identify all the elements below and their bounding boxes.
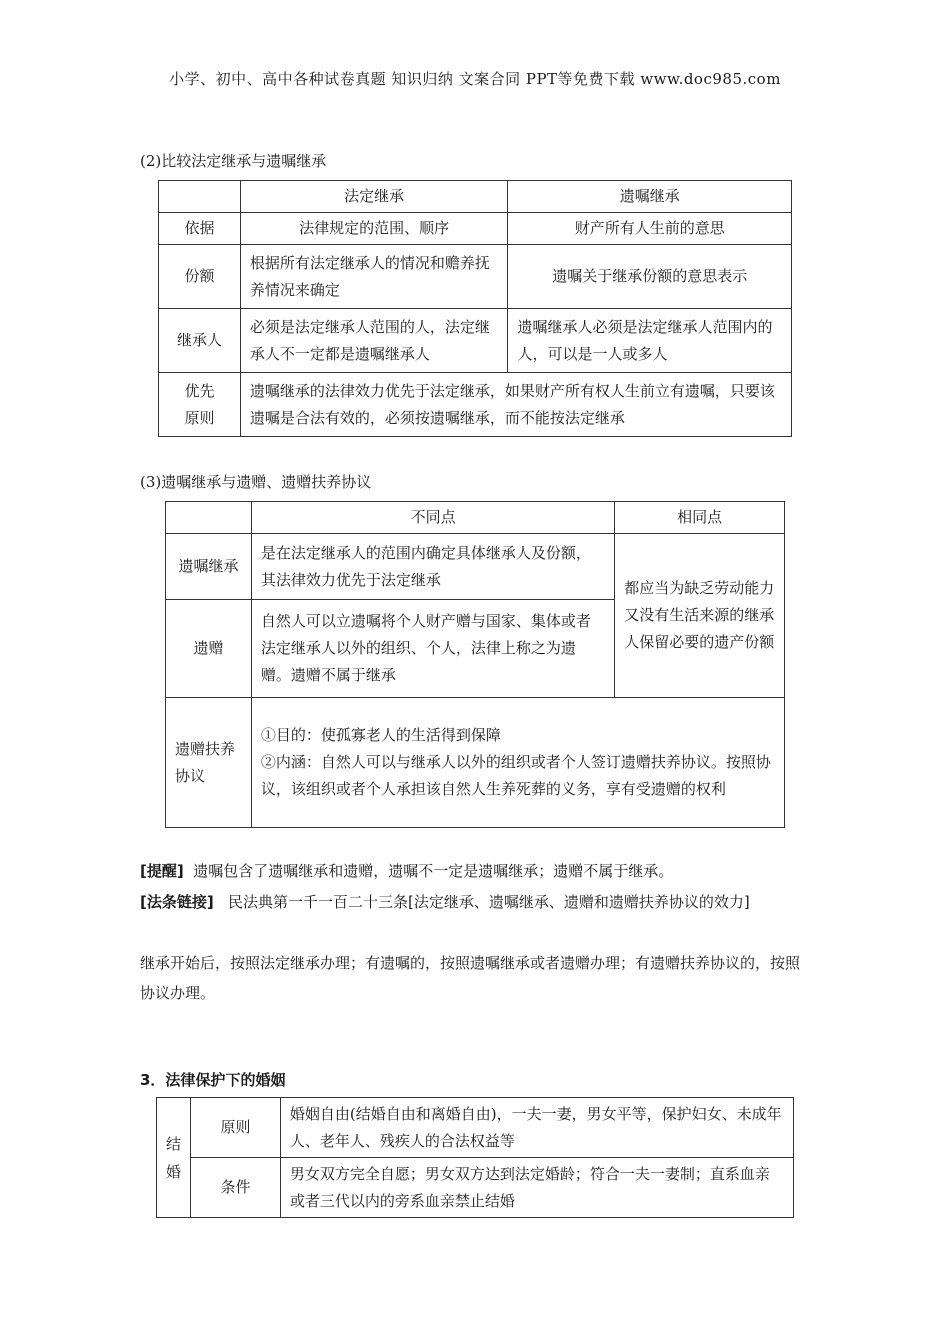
row-label-line: 优先	[184, 381, 215, 400]
law-body: 继承开始后，按照法定继承办理；有遗嘱的，按照遗嘱继承或者遗赠办理；有遗赠扶养协议的，按照协议办理。	[140, 954, 801, 1002]
row-label: 原则	[191, 1098, 281, 1158]
bequest-table	[165, 501, 785, 828]
comparison-table	[158, 180, 792, 437]
law-link	[140, 887, 812, 917]
row-label: 遗赠	[166, 600, 252, 698]
marriage-table	[156, 1097, 794, 1218]
cell	[251, 698, 784, 828]
cell: 根据所有法定继承人的情况和赡养抚养情况来确定	[240, 245, 508, 309]
law-link-tag: [法条链接]	[140, 893, 214, 911]
col-header: 法定继承	[240, 181, 508, 213]
law-link-text: 民法典第一千一百二十三条[法定继承、遗嘱继承、遗赠和遗赠扶养协议的效力]	[228, 893, 750, 911]
row-label: 依据	[159, 213, 241, 245]
blank-cell	[159, 181, 241, 213]
reminder	[140, 856, 812, 886]
cell: 法律规定的范围、顺序	[240, 213, 508, 245]
agreement-purpose: ①目的：使孤寡老人的生活得到保障	[260, 726, 501, 744]
section3-title: (3)遗嘱继承与遗赠、遗赠扶养协议	[140, 473, 372, 491]
col-header: 不同点	[251, 502, 614, 534]
row-label: 遗嘱继承	[166, 534, 252, 600]
section2-title: (2)比较法定继承与遗嘱继承	[140, 152, 327, 170]
cell: 遗嘱关于继承份额的意思表示	[508, 245, 792, 309]
group-label-text: 结婚	[166, 1134, 182, 1181]
col-header: 遗嘱继承	[508, 181, 792, 213]
group-label	[157, 1098, 191, 1218]
reminder-text: 遗嘱包含了遗嘱继承和遗赠，遗嘱不一定是遗嘱继承；遗赠不属于继承。	[193, 862, 674, 880]
blank-cell	[166, 502, 252, 534]
cell: 遗嘱继承的法律效力优先于法定继承，如果财产所有权人生前立有遗嘱，只要该遗嘱是合法有效的，必须按遗嘱继承，而不能按法定继承	[240, 373, 791, 437]
row-label-line: 原则	[184, 408, 215, 427]
marriage-title: 3．法律保护下的婚姻	[140, 1071, 286, 1089]
agreement-meaning: ②内涵：自然人可以与继承人以外的组织或者个人签订遗赠扶养协议。按照协议，该组织或者个人承担该自然人生养死葬的义务，享有受遗赠的权利	[260, 753, 771, 798]
cell: 遗嘱继承人必须是法定继承人范围内的人，可以是一人或多人	[508, 309, 792, 373]
reminder-tag: [提醒]	[140, 862, 184, 880]
row-label: 继承人	[159, 309, 241, 373]
cell: 男女双方完全自愿；男女双方达到法定婚龄；符合一夫一妻制；直系血亲或者三代以内的旁系血亲禁止结婚	[280, 1158, 793, 1218]
common-cell: 都应当为缺乏劳动能力又没有生活来源的继承人保留必要的遗产份额	[615, 534, 785, 698]
cell: 财产所有人生前的意思	[508, 213, 792, 245]
cell: 是在法定继承人的范围内确定具体继承人及份额，其法律效力优先于法定继承	[251, 534, 614, 600]
row-label: 份额	[159, 245, 241, 309]
row-label: 遗赠扶养协议	[166, 698, 252, 828]
page-header: 小学、初中、高中各种试卷真题 知识归纳 文案合同 PPT等免费下载 www.doc985.com	[169, 70, 781, 88]
row-label	[159, 373, 241, 437]
cell: 必须是法定继承人范围的人，法定继承人不一定都是遗嘱继承人	[240, 309, 508, 373]
cell: 婚姻自由(结婚自由和离婚自由)，一夫一妻，男女平等，保护妇女、未成年人、老年人、残疾人的合法权益等	[280, 1098, 793, 1158]
cell: 自然人可以立遗嘱将个人财产赠与国家、集体或者法定继承人以外的组织、个人，法律上称之为遗赠。遗赠不属于继承	[251, 600, 614, 698]
col-header: 相同点	[615, 502, 785, 534]
row-label: 条件	[191, 1158, 281, 1218]
